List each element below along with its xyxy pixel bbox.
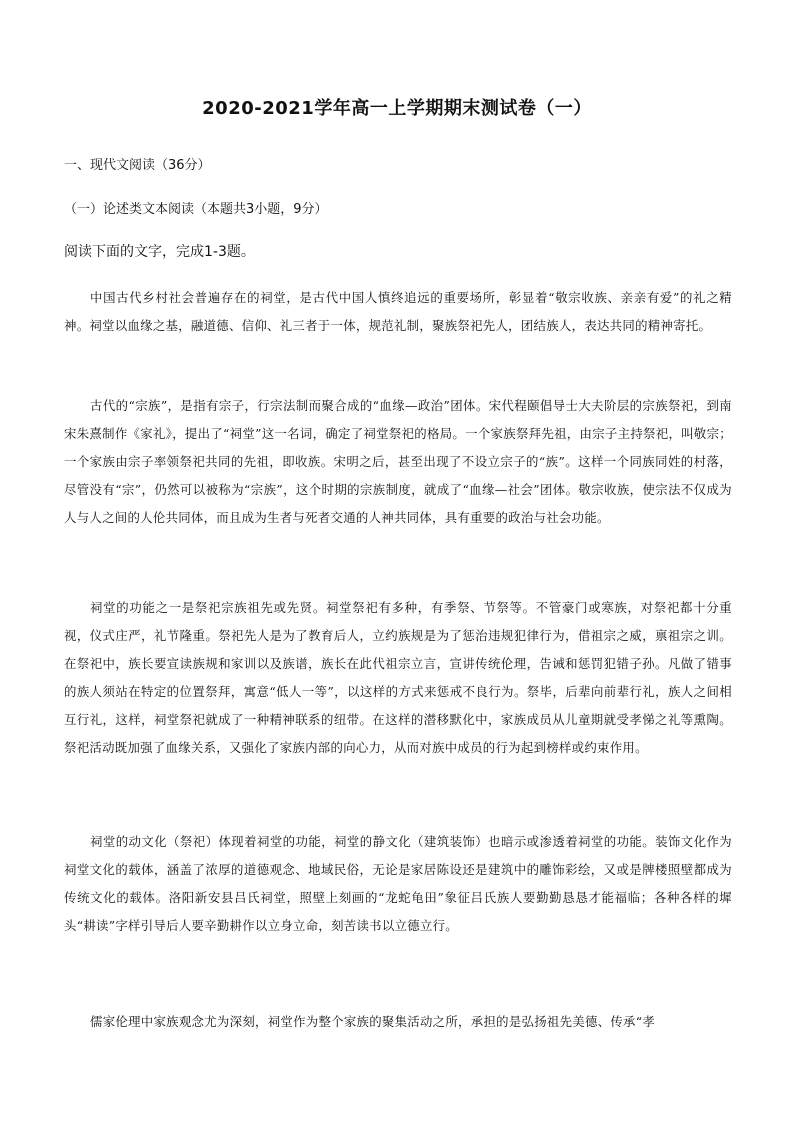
document-title: 2020-2021学年高一上学期期末测试卷（一） (202, 98, 592, 119)
passage-paragraph-3: 祠堂的功能之一是祭祀宗族祖先或先贤。祠堂祭祀有多种，有季祭、节祭等。不管豪门或寒族，对祭祀都十分重视，仪式庄严，礼节隆重。祭祀先人是为了教育后人，立约族规是为了惩治违规犯律行为，借祖宗之威，禀祖宗之训。在祭祀中，族长要宣读族规和家训以及族谱，族长在此代祖宗立言，宣讲传统伦理，告诫和惩罚犯错子孙。凡做了错事的族人须站在特定的位置祭拜，寓意“低人一等”，以这样的方式来惩戒不良行为。祭毕，后辈向前辈行礼，族人之间相互行礼，这样，祠堂祭祀就成了一种精神联系的纽带。在这样的潜移默化中，家族成员从儿童期就受孝悌之礼等熏陶。祭祀活动既加强了血缘关系，又强化了家族内部的向心力，从而对族中成员的行为起到榜样或约束作用。 (64, 600, 732, 755)
passage-paragraph-5: 儒家伦理中家族观念尤为深刻，祠堂作为整个家族的聚集活动之所，承担的是弘扬祖先美德、传承“孝 (90, 1014, 656, 1029)
passage-paragraph-2: 古代的“宗族”，是指有宗子，行宗法制而聚合成的“血缘—政治”团体。宋代程颐倡导士大夫阶层的宗族祭祀，到南宋朱熹制作《家礼》，提出了“祠堂”这一名词，确定了祠堂祭祀的格局。一个家族祭拜先祖，由宗子主持祭祀，叫敬宗；一个家族由宗子率领祭祀共同的先祖，即收族。宋明之后，甚至出现了不设立宗子的“族”。这样一个同族同姓的村落，尽管没有“宗”，仍然可以被称为“宗族”，这个时期的宗族制度，就成了“血缘—社会”团体。敬宗收族，使宗法不仅成为人与人之间的人伦共同体，而且成为生者与死者交通的人神共同体，具有重要的政治与社会功能。 (64, 398, 732, 525)
subsection-heading-argumentative-text: （一）论述类文本阅读（本题共3小题，9分） (64, 202, 328, 217)
section-heading-modern-reading: 一、现代文阅读（36分） (64, 158, 211, 173)
reading-instruction: 阅读下面的文字，完成1-3题。 (64, 244, 255, 260)
passage-paragraph-1: 中国古代乡村社会普遍存在的祠堂，是古代中国人慎终追远的重要场所，彰显着“敬宗收族、亲亲有爱”的礼之精神。祠堂以血缘之基，融道德、信仰、礼三者于一体，规范礼制，聚族祭祀先人，团结族人，表达共同的精神寄托。 (64, 290, 732, 333)
passage-paragraph-4: 祠堂的动文化（祭祀）体现着祠堂的功能，祠堂的静文化（建筑装饰）也暗示或渗透着祠堂的功能。装饰文化作为祠堂文化的载体，涵盖了浓厚的道德观念、地域民俗，无论是家居陈设还是建筑中的雕饰彩绘，又或是牌楼照壁都成为传统文化的载体。洛阳新安县吕氏祠堂，照壁上刻画的“龙蛇龟田”象征吕氏族人要勤勤恳恳才能福临；各种各样的墀头“耕读”字样引导后人要辛勤耕作以立身立命，刻苦读书以立德立行。 (64, 834, 732, 933)
